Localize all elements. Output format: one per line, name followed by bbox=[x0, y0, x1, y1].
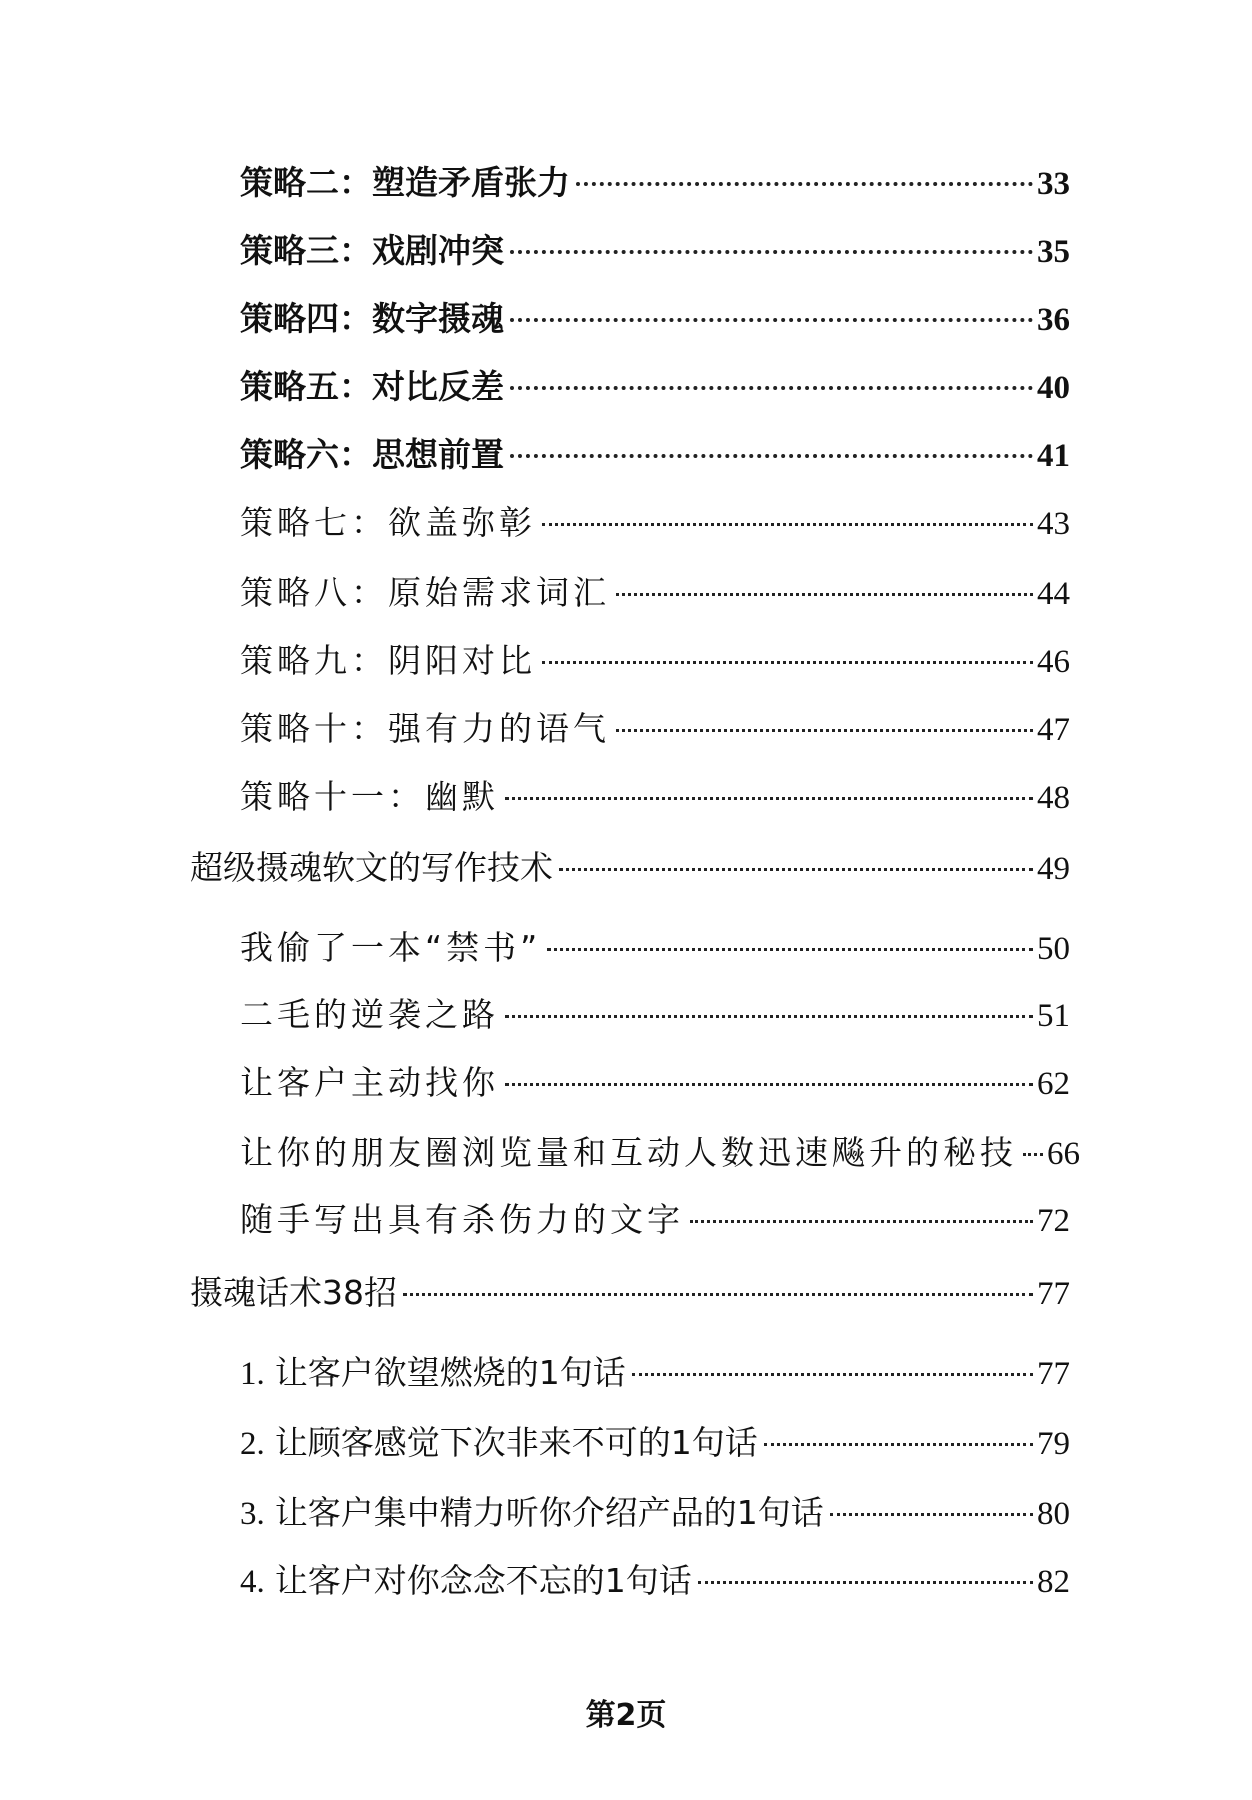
toc-entry-number: 2. bbox=[240, 1426, 265, 1462]
dot-leader bbox=[547, 948, 1033, 951]
toc-entry-page: 36 bbox=[1037, 302, 1070, 338]
toc-entry-page: 72 bbox=[1037, 1203, 1070, 1239]
toc-entry bbox=[240, 1420, 1070, 1466]
toc-entry-page: 62 bbox=[1037, 1066, 1070, 1102]
toc-entry-number: 1. bbox=[240, 1356, 265, 1392]
toc-entry-page: 48 bbox=[1037, 780, 1070, 816]
dot-leader bbox=[505, 1015, 1033, 1018]
toc-entry-title: 我偷了一本“禁书” bbox=[240, 928, 542, 967]
toc-entry-title: 策略四：数字摄魂 bbox=[240, 299, 504, 338]
dot-leader bbox=[616, 593, 1033, 596]
dot-leader bbox=[510, 318, 1033, 322]
toc-entry-page: 46 bbox=[1037, 644, 1070, 680]
toc-entry-title: 策略八：原始需求词汇 bbox=[240, 573, 610, 612]
toc-entry-title: 让客户集中精力听你介绍产品的1句话 bbox=[274, 1493, 824, 1532]
toc-entry bbox=[240, 774, 1070, 820]
dot-leader bbox=[403, 1293, 1033, 1296]
dot-leader bbox=[505, 797, 1033, 800]
toc-entry-title: 策略三：戏剧冲突 bbox=[240, 231, 504, 270]
dot-leader bbox=[690, 1220, 1033, 1223]
dot-leader bbox=[698, 1581, 1033, 1584]
toc-entry-title: 策略九：阴阳对比 bbox=[240, 641, 536, 680]
toc-entry bbox=[240, 160, 1070, 206]
toc-entry-page: 51 bbox=[1037, 998, 1070, 1034]
toc-entry bbox=[240, 925, 1070, 971]
toc-entry-title: 让客户主动找你 bbox=[240, 1063, 499, 1102]
toc-entry-title: 策略十：强有力的语气 bbox=[240, 709, 610, 748]
toc-entry-page: 41 bbox=[1037, 438, 1070, 474]
toc-entry bbox=[240, 1060, 1070, 1106]
dot-leader bbox=[576, 182, 1033, 186]
toc-entry-page: 50 bbox=[1037, 931, 1070, 967]
toc-entry bbox=[240, 228, 1070, 274]
toc-entry-title: 随手写出具有杀伤力的文字 bbox=[240, 1200, 684, 1239]
toc-entry-title: 让客户欲望燃烧的1句话 bbox=[274, 1353, 626, 1392]
toc-section-entry bbox=[190, 1270, 1070, 1316]
toc-entry bbox=[240, 1197, 1070, 1243]
dot-leader bbox=[510, 454, 1033, 458]
toc-entry-title: 二毛的逆袭之路 bbox=[240, 995, 499, 1034]
toc-entry bbox=[240, 296, 1070, 342]
toc-entry-number: 3. bbox=[240, 1496, 265, 1532]
toc-entry-page: 79 bbox=[1037, 1426, 1070, 1462]
toc-entry bbox=[240, 1130, 1080, 1176]
toc-entry-page: 77 bbox=[1037, 1356, 1070, 1392]
toc-entry-title: 让顾客感觉下次非来不可的1句话 bbox=[274, 1423, 758, 1462]
toc-entry bbox=[240, 570, 1070, 616]
toc-entry-page: 80 bbox=[1037, 1496, 1070, 1532]
dot-leader bbox=[632, 1373, 1033, 1376]
toc-section-entry bbox=[190, 845, 1070, 891]
toc-entry bbox=[240, 638, 1070, 684]
toc-entry-title: 策略二：塑造矛盾张力 bbox=[240, 163, 570, 202]
dot-leader bbox=[1023, 1153, 1043, 1156]
toc-entry-page: 66 bbox=[1047, 1136, 1080, 1172]
toc-entry-page: 33 bbox=[1037, 166, 1070, 202]
dot-leader bbox=[830, 1513, 1033, 1516]
toc-entry bbox=[240, 364, 1070, 410]
toc-entry bbox=[240, 706, 1070, 752]
toc-entry-page: 47 bbox=[1037, 712, 1070, 748]
toc-entry bbox=[240, 1558, 1070, 1604]
toc-entry-page: 40 bbox=[1037, 370, 1070, 406]
dot-leader bbox=[510, 250, 1033, 254]
toc-entry-title: 摄魂话术38招 bbox=[190, 1273, 397, 1312]
dot-leader bbox=[559, 868, 1033, 871]
toc-entry-title: 让客户对你念念不忘的1句话 bbox=[274, 1561, 692, 1600]
toc-entry-title: 策略六：思想前置 bbox=[240, 435, 504, 474]
toc-entry bbox=[240, 500, 1070, 546]
toc-entry-title: 策略七：欲盖弥彰 bbox=[240, 503, 536, 542]
toc-entry-page: 82 bbox=[1037, 1564, 1070, 1600]
toc-entry-number: 4. bbox=[240, 1564, 265, 1600]
toc-entry bbox=[240, 1350, 1070, 1396]
dot-leader bbox=[510, 386, 1033, 390]
toc-entry-page: 35 bbox=[1037, 234, 1070, 270]
toc-entry-page: 43 bbox=[1037, 506, 1070, 542]
toc-entry-title: 策略十一：幽默 bbox=[240, 777, 499, 816]
dot-leader bbox=[764, 1443, 1033, 1446]
toc-entry-title: 让你的朋友圈浏览量和互动人数迅速飚升的秘技 bbox=[240, 1133, 1017, 1172]
toc-entry-page: 77 bbox=[1037, 1276, 1070, 1312]
toc-entry bbox=[240, 992, 1070, 1038]
toc-entry-page: 49 bbox=[1037, 851, 1070, 887]
toc-entry-title: 策略五：对比反差 bbox=[240, 367, 504, 406]
dot-leader bbox=[505, 1083, 1033, 1086]
page-number-footer: 第2页 bbox=[585, 1698, 667, 1733]
toc-entry bbox=[240, 432, 1070, 478]
dot-leader bbox=[542, 523, 1033, 526]
dot-leader bbox=[542, 661, 1033, 664]
toc-entry-title: 超级摄魂软文的写作技术 bbox=[190, 848, 553, 887]
dot-leader bbox=[616, 729, 1033, 732]
toc-entry-page: 44 bbox=[1037, 576, 1070, 612]
toc-entry bbox=[240, 1490, 1070, 1536]
